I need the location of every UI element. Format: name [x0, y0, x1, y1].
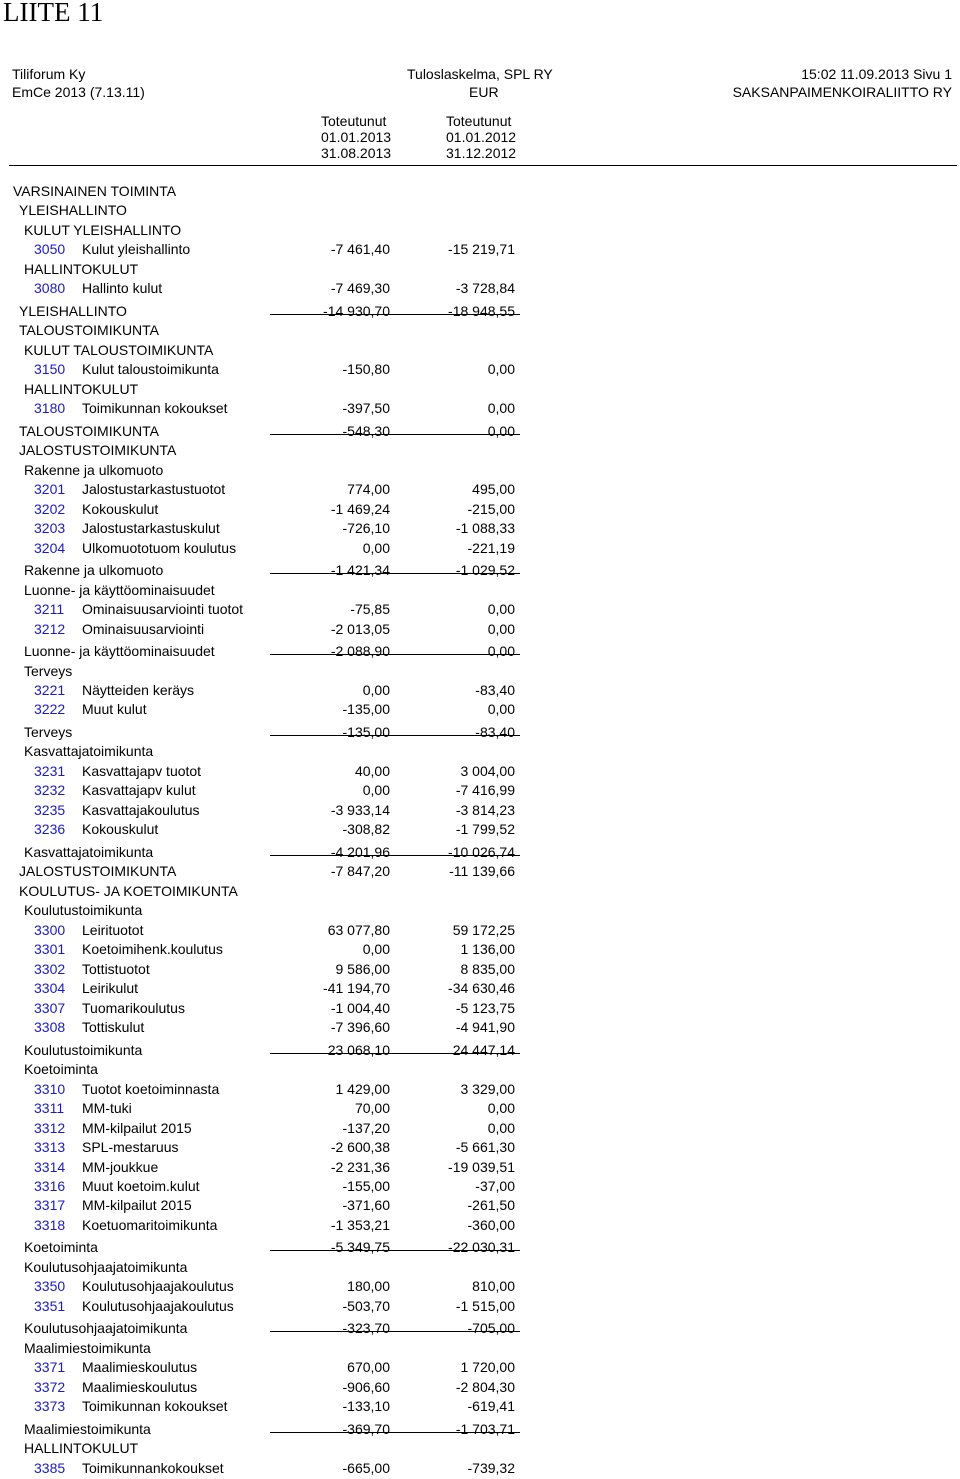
account-code: 3310	[34, 1081, 66, 1097]
account-name: Koulutusohjaajakoulutus	[82, 1278, 234, 1294]
section-heading-row	[0, 442, 960, 461]
value-current: 0,00	[362, 540, 390, 556]
account-row	[0, 621, 960, 640]
value-current: -308,82	[342, 821, 390, 837]
column-header-line: 31.08.2013	[321, 145, 392, 161]
account-code: 3372	[34, 1379, 66, 1395]
section-heading-row	[0, 462, 960, 481]
value-current: 70,00	[354, 1100, 390, 1116]
value-current: 63 077,80	[327, 922, 390, 938]
subtotal-previous: -83,40	[475, 724, 515, 740]
subtotal-label: Koulutustoimikunta	[24, 1042, 143, 1058]
account-name: Maalimieskoulutus	[82, 1379, 198, 1395]
subtotal-row	[0, 562, 960, 581]
account-name: Leirituotot	[82, 922, 144, 938]
value-current: 670,00	[347, 1359, 390, 1375]
value-previous: -3 728,84	[455, 280, 515, 296]
value-previous: -3 814,23	[455, 802, 515, 818]
value-previous: 59 172,25	[452, 922, 515, 938]
section-heading-row	[0, 663, 960, 682]
value-previous: 0,00	[487, 621, 515, 637]
subtotal-label: Luonne- ja käyttöominaisuudet	[24, 643, 215, 659]
subtotal-row	[0, 1320, 960, 1339]
value-previous: -1 088,33	[455, 520, 515, 536]
subtotal-row	[0, 1421, 960, 1440]
value-current: 0,00	[362, 941, 390, 957]
account-name: Koetuomaritoimikunta	[82, 1217, 218, 1233]
column-header-previous	[446, 113, 516, 161]
value-current: -75,85	[350, 601, 390, 617]
account-name: Ominaisuusarviointi tuotot	[82, 601, 244, 617]
value-previous: -5 123,75	[455, 1000, 515, 1016]
account-name: MM-kilpailut 2015	[82, 1120, 192, 1136]
account-name: Toimikunnankokoukset	[82, 1460, 224, 1476]
organization-name: SAKSANPAIMENKOIRALIITTO RY	[732, 84, 952, 100]
account-name: Jalostustarkastuskulut	[82, 520, 220, 536]
subtotal-label: YLEISHALLINTO	[19, 303, 127, 319]
account-row	[0, 241, 960, 260]
account-name: Muut kulut	[82, 701, 147, 717]
column-header-line: 01.01.2013	[321, 129, 392, 145]
account-row	[0, 1139, 960, 1158]
subtotal-label: Terveys	[24, 724, 73, 740]
subtotal-current: -5 349,75	[330, 1239, 390, 1255]
account-row	[0, 520, 960, 539]
value-current: -2 013,05	[330, 621, 390, 637]
account-code: 3201	[34, 481, 66, 497]
column-header-line: Toteutunut	[446, 113, 512, 129]
account-row	[0, 601, 960, 620]
value-previous: -1 799,52	[455, 821, 515, 837]
account-code: 3317	[34, 1197, 66, 1213]
account-name: Kasvattajakoulutus	[82, 802, 200, 818]
account-name: Tuotot koetoiminnasta	[82, 1081, 220, 1097]
section-heading: JALOSTUSTOIMIKUNTA	[19, 442, 177, 458]
value-current: -2 231,36	[330, 1159, 390, 1175]
section-heading-row	[0, 381, 960, 400]
account-name: Kulut yleishallinto	[82, 241, 191, 257]
subtotal-current: -14 930,70	[323, 303, 390, 319]
value-previous: -2 804,30	[455, 1379, 515, 1395]
account-code: 3236	[34, 821, 66, 837]
account-code: 3313	[34, 1139, 66, 1155]
value-previous: -619,41	[467, 1398, 515, 1414]
subtotal-current: -1 421,34	[330, 562, 390, 578]
value-previous: -261,50	[467, 1197, 515, 1213]
section-heading-row	[0, 183, 960, 202]
account-name: Tuomarikoulutus	[82, 1000, 185, 1016]
account-code: 3314	[34, 1159, 66, 1175]
value-current: -906,60	[342, 1379, 390, 1395]
column-header-line: Toteutunut	[321, 113, 387, 129]
value-previous: 3 004,00	[460, 763, 515, 779]
section-heading: HALLINTOKULUT	[24, 1440, 139, 1456]
subtotal-label: Rakenne ja ulkomuoto	[24, 562, 164, 578]
value-current: 180,00	[347, 1278, 390, 1294]
account-name: Toimikunnan kokoukset	[82, 1398, 228, 1414]
account-code: 3212	[34, 621, 66, 637]
account-name: Kasvattajapv tuotot	[82, 763, 202, 779]
column-header-line: 01.01.2012	[446, 129, 517, 145]
subtotal-previous: -1 703,71	[455, 1421, 515, 1437]
account-name: Näytteiden keräys	[82, 682, 195, 698]
account-code: 3316	[34, 1178, 66, 1194]
subtotal-previous: -22 030,31	[448, 1239, 515, 1255]
section-heading: Terveys	[24, 663, 73, 679]
account-code: 3235	[34, 802, 66, 818]
account-code: 3232	[34, 782, 66, 798]
value-previous: -4 941,90	[455, 1019, 515, 1035]
account-name: MM-kilpailut 2015	[82, 1197, 192, 1213]
value-current: -397,50	[342, 400, 390, 416]
account-row	[0, 1019, 960, 1038]
account-code: 3302	[34, 961, 66, 977]
account-code: 3050	[34, 241, 66, 257]
section-heading-row	[0, 1061, 960, 1080]
account-row	[0, 501, 960, 520]
account-code: 3204	[34, 540, 66, 556]
account-row	[0, 682, 960, 701]
account-row	[0, 980, 960, 999]
subtotal-current: -2 088,90	[330, 643, 390, 659]
value-previous: -739,32	[467, 1460, 515, 1476]
account-code: 3180	[34, 400, 66, 416]
subtotal-label: Koulutusohjaajatoimikunta	[24, 1320, 188, 1336]
account-name: Tottiskulut	[82, 1019, 145, 1035]
value-current: 0,00	[362, 782, 390, 798]
section-heading-row	[0, 883, 960, 902]
account-code: 3221	[34, 682, 66, 698]
subtotal-row	[0, 863, 960, 882]
company-name: Tiliforum Ky	[12, 66, 86, 82]
account-code: 3301	[34, 941, 66, 957]
account-row	[0, 941, 960, 960]
appendix-label: LIITE 11	[3, 0, 104, 27]
section-heading-row	[0, 582, 960, 601]
value-current: -371,60	[342, 1197, 390, 1213]
account-code: 3304	[34, 980, 66, 996]
account-code: 3351	[34, 1298, 66, 1314]
value-previous: 810,00	[472, 1278, 515, 1294]
account-name: MM-joukkue	[82, 1159, 159, 1175]
account-code: 3307	[34, 1000, 66, 1016]
value-previous: 0,00	[487, 1100, 515, 1116]
value-current: -3 933,14	[330, 802, 390, 818]
account-row	[0, 1120, 960, 1139]
value-previous: -7 416,99	[455, 782, 515, 798]
value-current: -7 469,30	[330, 280, 390, 296]
account-code: 3350	[34, 1278, 66, 1294]
subtotal-row	[0, 1042, 960, 1061]
value-previous: -221,19	[467, 540, 515, 556]
subtotal-current: -4 201,96	[330, 844, 390, 860]
account-code: 3311	[34, 1100, 65, 1116]
account-code: 3211	[34, 601, 65, 617]
value-previous: 0,00	[487, 361, 515, 377]
subtotal-row	[0, 303, 960, 322]
account-name: Hallinto kulut	[82, 280, 163, 296]
subtotal-previous: -705,00	[467, 1320, 515, 1336]
section-heading: VARSINAINEN TOIMINTA	[13, 183, 177, 199]
account-code: 3312	[34, 1120, 66, 1136]
account-name: Ominaisuusarviointi	[82, 621, 205, 637]
value-previous: -34 630,46	[448, 980, 515, 996]
account-row	[0, 701, 960, 720]
account-name: Koetoimihenk.koulutus	[82, 941, 223, 957]
value-current: 40,00	[354, 763, 390, 779]
value-current: -1 469,24	[330, 501, 390, 517]
account-row	[0, 763, 960, 782]
section-heading: KULUT TALOUSTOIMIKUNTA	[24, 342, 214, 358]
program-version: EmCe 2013 (7.13.11)	[12, 84, 145, 100]
account-code: 3231	[34, 763, 66, 779]
currency: EUR	[469, 84, 499, 100]
value-current: 1 429,00	[335, 1081, 390, 1097]
account-row	[0, 1379, 960, 1398]
account-code: 3203	[34, 520, 66, 536]
account-row	[0, 400, 960, 419]
value-previous: -215,00	[467, 501, 515, 517]
account-row	[0, 361, 960, 380]
value-previous: -5 661,30	[455, 1139, 515, 1155]
value-previous: 1 720,00	[460, 1359, 515, 1375]
subtotal-current: -548,30	[342, 423, 390, 439]
subtotal-current: -323,70	[342, 1320, 390, 1336]
account-name: Kasvattajapv kulut	[82, 782, 196, 798]
account-name: Muut koetoim.kulut	[82, 1178, 200, 1194]
subtotal-row	[0, 643, 960, 662]
section-heading: Rakenne ja ulkomuoto	[24, 462, 164, 478]
header-divider	[9, 165, 957, 166]
subtotal-previous: -11 139,66	[449, 863, 515, 879]
subtotal-row	[0, 724, 960, 743]
value-previous: 0,00	[487, 1120, 515, 1136]
section-heading-row	[0, 322, 960, 341]
account-row	[0, 1100, 960, 1119]
subtotal-row	[0, 1239, 960, 1258]
account-row	[0, 802, 960, 821]
value-previous: 1 136,00	[460, 941, 515, 957]
value-previous: 0,00	[487, 601, 515, 617]
subtotal-current: 23 068,10	[327, 1042, 390, 1058]
subtotal-label: Koetoiminta	[24, 1239, 98, 1255]
section-heading: Koetoiminta	[24, 1061, 98, 1077]
value-previous: 495,00	[472, 481, 515, 497]
value-current: -7 461,40	[330, 241, 390, 257]
time-page: 15:02 11.09.2013 Sivu 1	[801, 66, 952, 82]
account-row	[0, 1217, 960, 1236]
account-name: SPL-mestaruus	[82, 1139, 179, 1155]
value-previous: -1 515,00	[455, 1298, 515, 1314]
section-heading-row	[0, 902, 960, 921]
subtotal-row	[0, 844, 960, 863]
section-heading: YLEISHALLINTO	[19, 202, 127, 218]
subtotal-previous: 0,00	[487, 643, 515, 659]
column-header-line: 31.12.2012	[446, 145, 517, 161]
account-name: Jalostustarkastustuotot	[82, 481, 226, 497]
value-current: -503,70	[342, 1298, 390, 1314]
subtotal-label: JALOSTUSTOIMIKUNTA	[19, 863, 177, 879]
section-heading-row	[0, 342, 960, 361]
value-current: 9 586,00	[335, 961, 390, 977]
account-name: Kokouskulut	[82, 501, 159, 517]
account-row	[0, 1197, 960, 1216]
account-code: 3202	[34, 501, 66, 517]
account-code: 3300	[34, 922, 66, 938]
report-title: Tuloslaskelma, SPL RY	[407, 66, 553, 82]
account-name: Tottistuotot	[82, 961, 150, 977]
account-name: Ulkomuototuom koulutus	[82, 540, 237, 556]
value-current: -133,10	[342, 1398, 390, 1414]
section-heading-row	[0, 261, 960, 280]
value-current: -7 396,60	[330, 1019, 390, 1035]
subtotal-current: -135,00	[342, 724, 390, 740]
value-current: 774,00	[347, 481, 390, 497]
subtotal-current: -369,70	[342, 1421, 390, 1437]
account-row	[0, 1359, 960, 1378]
column-header-current	[321, 113, 391, 161]
value-previous: 0,00	[487, 400, 515, 416]
value-previous: -83,40	[475, 682, 515, 698]
section-heading-row	[0, 1440, 960, 1459]
value-current: -726,10	[342, 520, 390, 536]
account-name: Koulutusohjaajakoulutus	[82, 1298, 234, 1314]
account-row	[0, 481, 960, 500]
section-heading: Koulutustoimikunta	[24, 902, 143, 918]
subtotal-previous: 24 447,14	[452, 1042, 515, 1058]
account-code: 3150	[34, 361, 66, 377]
value-current: -135,00	[342, 701, 390, 717]
account-row	[0, 1398, 960, 1417]
account-name: MM-tuki	[82, 1100, 132, 1116]
account-row	[0, 1081, 960, 1100]
value-current: 0,00	[362, 682, 390, 698]
subtotal-label: Maalimiestoimikunta	[24, 1421, 151, 1437]
subtotal-label: Kasvattajatoimikunta	[24, 844, 154, 860]
value-current: -155,00	[342, 1178, 390, 1194]
account-code: 3222	[34, 701, 66, 717]
account-name: Kulut taloustoimikunta	[82, 361, 219, 377]
subtotal-current: -7 847,20	[330, 863, 390, 879]
account-code: 3080	[34, 280, 66, 296]
section-heading: KOULUTUS- JA KOETOIMIKUNTA	[19, 883, 238, 899]
section-heading: Maalimiestoimikunta	[24, 1340, 151, 1356]
account-code: 3308	[34, 1019, 66, 1035]
subtotal-previous: 0,00	[487, 423, 515, 439]
section-heading-row	[0, 1259, 960, 1278]
account-row	[0, 1278, 960, 1297]
section-heading: Luonne- ja käyttöominaisuudet	[24, 582, 215, 598]
section-heading-row	[0, 743, 960, 762]
subtotal-label: TALOUSTOIMIKUNTA	[19, 423, 160, 439]
subtotal-row	[0, 423, 960, 442]
account-row	[0, 1159, 960, 1178]
account-row	[0, 540, 960, 559]
section-heading-row	[0, 222, 960, 241]
account-row	[0, 1298, 960, 1317]
section-heading: Kasvattajatoimikunta	[24, 743, 154, 759]
account-code: 3385	[34, 1460, 66, 1476]
section-heading: HALLINTOKULUT	[24, 381, 139, 397]
account-name: Kokouskulut	[82, 821, 159, 837]
account-code: 3318	[34, 1217, 66, 1233]
value-previous: 8 835,00	[460, 961, 515, 977]
account-row	[0, 782, 960, 801]
account-row	[0, 961, 960, 980]
value-current: -2 600,38	[330, 1139, 390, 1155]
value-previous: 0,00	[487, 701, 515, 717]
value-previous: -15 219,71	[448, 241, 515, 257]
section-heading: TALOUSTOIMIKUNTA	[19, 322, 160, 338]
section-heading-row	[0, 202, 960, 221]
account-row	[0, 1000, 960, 1019]
account-row	[0, 1460, 960, 1479]
account-name: Toimikunnan kokoukset	[82, 400, 228, 416]
account-row	[0, 922, 960, 941]
subtotal-previous: -10 026,74	[448, 844, 515, 860]
value-current: -665,00	[342, 1460, 390, 1476]
account-name: Maalimieskoulutus	[82, 1359, 198, 1375]
section-heading: HALLINTOKULUT	[24, 261, 139, 277]
value-current: -150,80	[342, 361, 390, 377]
value-previous: -37,00	[475, 1178, 515, 1194]
value-current: -41 194,70	[323, 980, 390, 996]
subtotal-previous: -18 948,55	[448, 303, 515, 319]
account-code: 3373	[34, 1398, 66, 1414]
value-previous: -19 039,51	[448, 1159, 515, 1175]
account-row	[0, 821, 960, 840]
account-name: Leirikulut	[82, 980, 139, 996]
section-heading: KULUT YLEISHALLINTO	[24, 222, 182, 238]
value-current: -137,20	[342, 1120, 390, 1136]
value-current: -1 353,21	[330, 1217, 390, 1233]
value-previous: 3 329,00	[460, 1081, 515, 1097]
value-previous: -360,00	[467, 1217, 515, 1233]
section-heading: Koulutusohjaajatoimikunta	[24, 1259, 188, 1275]
account-row	[0, 1178, 960, 1197]
account-row	[0, 280, 960, 299]
account-code: 3371	[34, 1359, 66, 1375]
subtotal-previous: -1 029,52	[455, 562, 515, 578]
section-heading-row	[0, 1340, 960, 1359]
value-current: -1 004,40	[330, 1000, 390, 1016]
